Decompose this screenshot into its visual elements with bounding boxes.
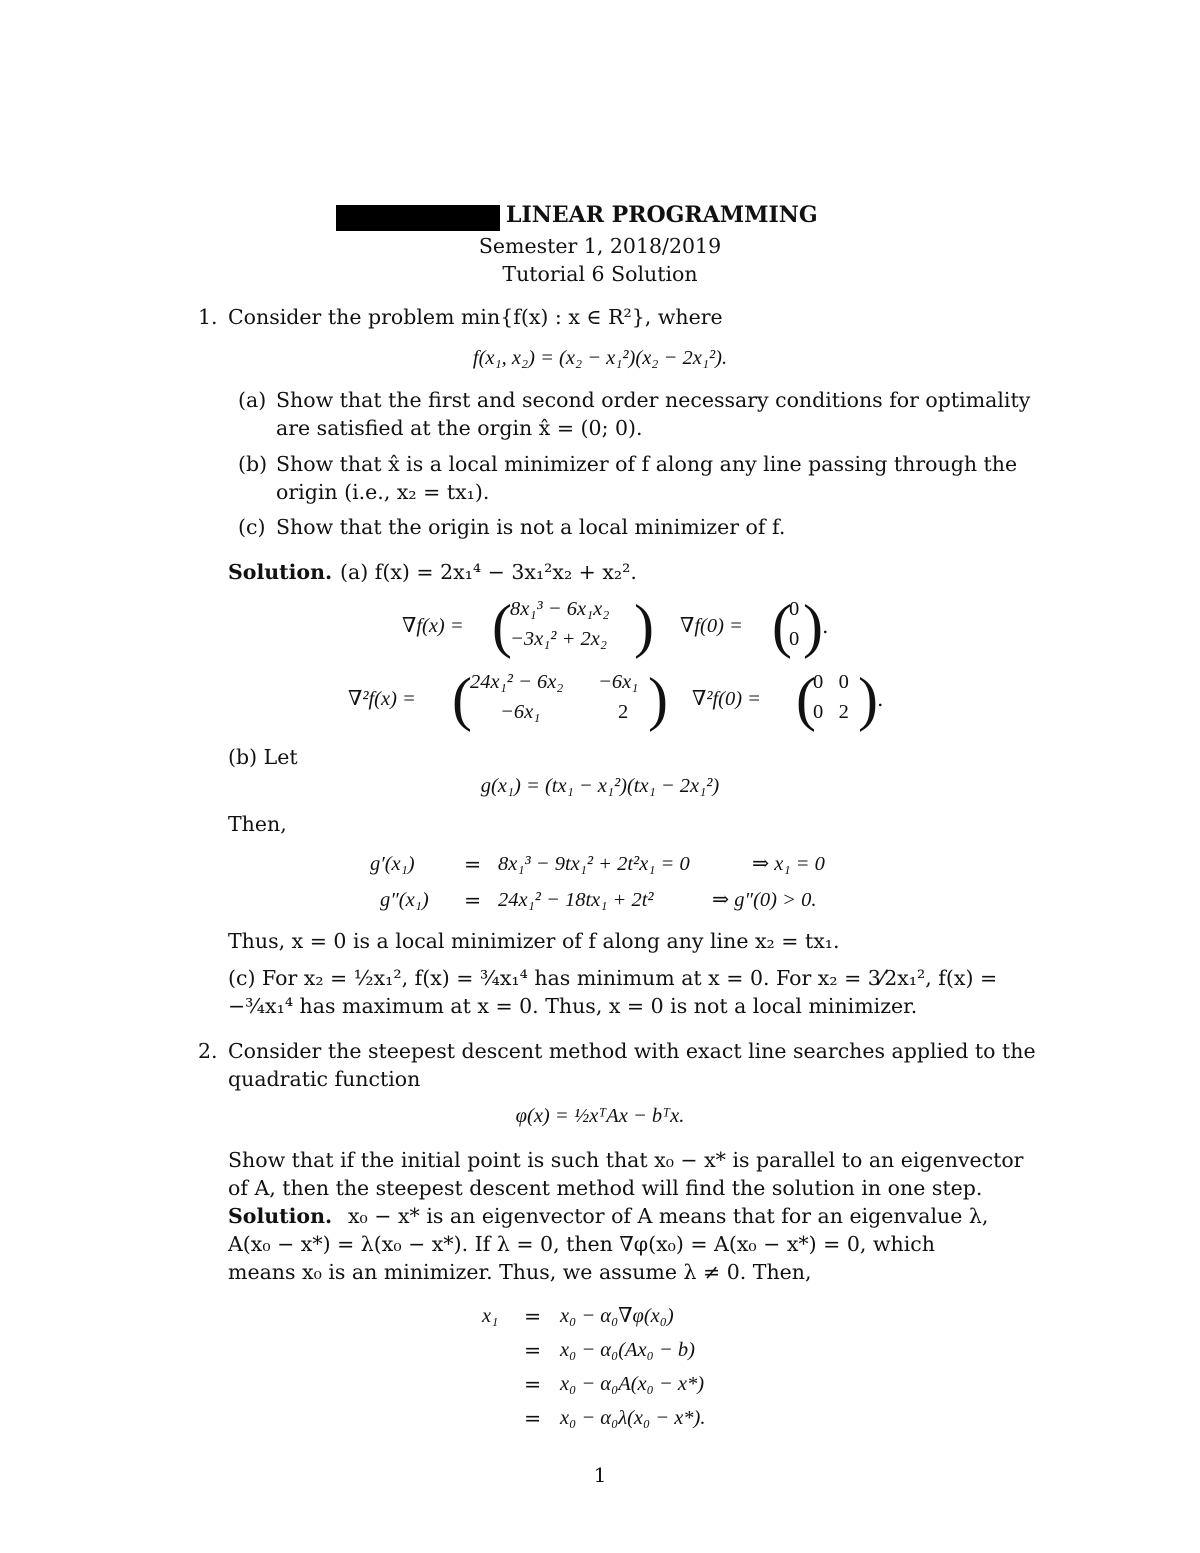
hessian-left-paren: ( xyxy=(452,666,472,732)
q1-part-b-line1: Show that x̂ is a local minimizer of f along any line passing through the xyxy=(276,452,1018,476)
q2-line7: means x₀ is an minimizer. Thus, we assume λ ≠ 0. Then, xyxy=(228,1260,812,1284)
hessian-zero-row1: 0 0 xyxy=(813,671,849,693)
g-double-prime-implication: ⇒ g″(0) > 0. xyxy=(712,889,817,911)
hessian-zero-lhs: ∇²f(0) = xyxy=(692,688,762,710)
hessian-r2c1: −6x₁ xyxy=(500,701,541,723)
q1-intro: Consider the problem min{f(x) : x ∈ R²}, where xyxy=(228,305,723,329)
gradient-lhs: ∇f(x) = xyxy=(402,615,464,637)
gradient-right-paren: ) xyxy=(634,593,654,659)
redacted-block xyxy=(336,205,500,231)
g-double-prime-lhs: g″(x₁) xyxy=(380,889,429,911)
q2-line4: of A, then the steepest descent method will find the solution in one step. xyxy=(228,1176,983,1200)
gradient-top: 8x₁³ − 6x₁x₂ xyxy=(510,598,610,620)
q1-part-c-line1: Show that the origin is not a local minimizer of f. xyxy=(276,515,786,539)
course-title: LINEAR PROGRAMMING xyxy=(506,202,818,228)
hessian-period: . xyxy=(877,687,884,711)
step3: x₀ − α₀A(x₀ − x*) xyxy=(560,1373,705,1395)
g-prime-lhs: g′(x₁) xyxy=(370,853,415,875)
q2-line3: Show that if the initial point is such that x₀ − x* is parallel to an eigenvector xyxy=(228,1148,1024,1172)
q1-part-c-label: (c) xyxy=(238,515,266,539)
q1-part-b-label: (b) xyxy=(238,452,268,476)
then-label: Then, xyxy=(228,812,287,836)
hessian-zero-row2: 0 2 xyxy=(813,701,849,723)
x1-lhs: x₁ xyxy=(482,1305,499,1327)
thus-b: Thus, x = 0 is a local minimizer of f along any line x₂ = tx₁. xyxy=(228,929,840,953)
q1-solution-b-let: (b) Let xyxy=(228,745,298,769)
g-double-prime-rhs: 24x₁² − 18tx₁ + 2t² xyxy=(498,889,654,911)
hessian-lhs: ∇²f(x) = xyxy=(348,688,416,710)
hessian-r2c2: 2 xyxy=(618,701,629,723)
q1-part-b-line2: origin (i.e., x₂ = tx₁). xyxy=(276,480,490,504)
q1-part-a-line2: are satisfied at the orgin x̂ = (0; 0). xyxy=(276,416,643,440)
hessian-r1c1: 24x₁² − 6x₂ xyxy=(470,671,564,693)
gradient-left-paren: ( xyxy=(492,593,512,659)
g-prime-implication: ⇒ x₁ = 0 xyxy=(752,853,825,875)
q1-part-a-line1: Show that the first and second order necessary conditions for optimality xyxy=(276,388,1031,412)
gradient-period: . xyxy=(822,614,829,638)
q2-line1: Consider the steepest descent method with exact line searches applied to the xyxy=(228,1039,1036,1063)
q2-line5: x₀ − x* is an eigenvector of A means that for an eigenvalue λ, xyxy=(348,1204,989,1228)
gradient-zero-top: 0 xyxy=(789,598,800,620)
gradient-zero-bottom: 0 xyxy=(789,628,800,650)
step4: x₀ − α₀λ(x₀ − x*). xyxy=(560,1407,706,1429)
page-number: 1 xyxy=(593,1463,607,1487)
q2-line6: A(x₀ − x*) = λ(x₀ − x*). If λ = 0, then ∇φ(x₀) = A(x₀ − x*) = 0, which xyxy=(228,1232,935,1256)
q2-line2: quadratic function xyxy=(228,1067,421,1091)
q1-function: f(x₁, x₂) = (x₂ − x₁²)(x₂ − 2x₁²). xyxy=(472,347,728,369)
hessian-r1c2: −6x₁ xyxy=(598,671,639,693)
q2-solution-label: Solution. xyxy=(228,1204,333,1228)
q1-solution-c-line2: −¾x₁⁴ has maximum at x = 0. Thus, x = 0 is not a local minimizer. xyxy=(228,994,918,1018)
g-prime-rhs: 8x₁³ − 9tx₁² + 2t²x₁ = 0 xyxy=(498,853,690,875)
step2-eq: = xyxy=(524,1338,542,1362)
q1-solution-a: (a) f(x) = 2x₁⁴ − 3x₁²x₂ + x₂². xyxy=(340,560,637,584)
q1-solution-c-line1: (c) For x₂ = ½x₁², f(x) = ¾x₁⁴ has minimum at x = 0. For x₂ = 3⁄2x₁², f(x) = xyxy=(228,966,998,990)
g-definition: g(x₁) = (tx₁ − x₁²)(tx₁ − 2x₁²) xyxy=(480,775,720,797)
q2-number: 2. xyxy=(198,1039,218,1063)
g-double-prime-eq: = xyxy=(464,888,482,912)
phi-definition: φ(x) = ½xᵀAx − bᵀx. xyxy=(515,1105,685,1127)
g-prime-eq: = xyxy=(464,852,482,876)
step3-eq: = xyxy=(524,1372,542,1396)
semester-line: Semester 1, 2018/2019 xyxy=(478,234,722,258)
step1: x₀ − α₀∇φ(x₀) xyxy=(560,1305,674,1327)
gradient-zero-lhs: ∇f(0) = xyxy=(680,615,743,637)
tutorial-line: Tutorial 6 Solution xyxy=(502,262,698,286)
hessian-zero-right-paren: ) xyxy=(858,666,878,732)
gradient-bottom: −3x₁² + 2x₂ xyxy=(510,628,608,650)
q1-number: 1. xyxy=(198,305,218,329)
step2: x₀ − α₀(Ax₀ − b) xyxy=(560,1339,695,1361)
q1-solution-label: Solution. xyxy=(228,560,333,584)
gradient-zero-right-paren: ) xyxy=(803,593,823,659)
hessian-zero-left-paren: ( xyxy=(796,666,816,732)
step1-eq: = xyxy=(524,1304,542,1328)
hessian-right-paren: ) xyxy=(648,666,668,732)
gradient-zero-left-paren: ( xyxy=(772,593,792,659)
step4-eq: = xyxy=(524,1406,542,1430)
q1-part-a-label: (a) xyxy=(238,388,267,412)
